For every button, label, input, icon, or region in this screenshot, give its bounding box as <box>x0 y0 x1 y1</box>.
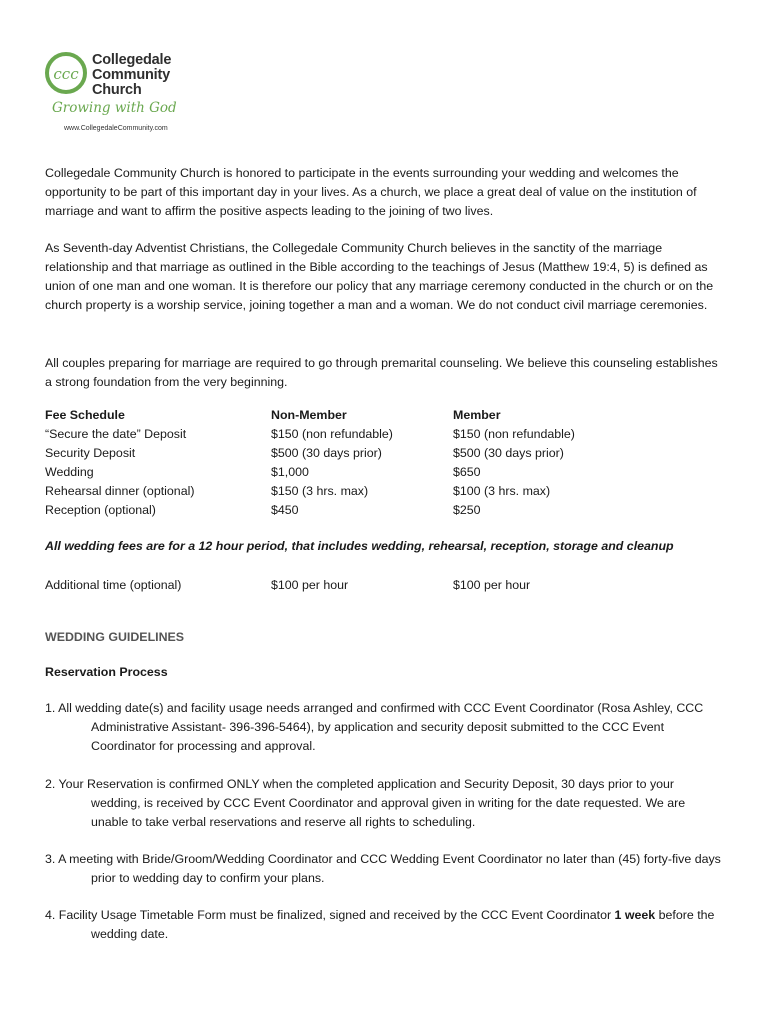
fee-header-non-member: Non-Member <box>271 408 347 422</box>
fee-item: “Secure the date” Deposit <box>45 427 187 441</box>
church-logo <box>44 50 234 140</box>
fee-header-schedule: Fee Schedule <box>45 408 125 422</box>
fee-member: $500 (30 days prior) <box>453 446 564 460</box>
subsection-title: Reservation Process <box>45 665 168 679</box>
table-row <box>45 444 725 463</box>
step4-text-before: 4. Facility Usage Timetable Form must be finalized, signed and received by the CCC Event Coordinator <box>45 908 615 922</box>
fee-schedule-table <box>45 406 725 520</box>
fee-member: $100 per hour <box>453 578 531 592</box>
fee-item: Wedding <box>45 465 94 479</box>
logo-emblem-icon <box>44 50 90 100</box>
svg-text:ccc: ccc <box>53 65 79 83</box>
fee-member: $250 <box>453 503 481 517</box>
fee-item: Rehearsal dinner (optional) <box>45 484 195 498</box>
fee-item: Additional time (optional) <box>45 578 182 592</box>
fee-non-member: $150 (3 hrs. max) <box>271 484 369 498</box>
section-title: WEDDING GUIDELINES <box>45 630 185 644</box>
fee-non-member: $500 (30 days prior) <box>271 446 382 460</box>
list-item: 2. Your Reservation is confirmed ONLY when the completed application and Security Deposit, 30 days prior to your wedding, is received by CCC Event Coordinator and approval given in writing for the date requested. We are unable to take verbal reservations and reserve all rights to scheduling. <box>45 777 686 829</box>
step4-emphasis: 1 week <box>614 908 656 922</box>
fees-note: All wedding fees are for a 12 hour period, that includes wedding, rehearsal, reception, storage and cleanup <box>45 539 674 553</box>
fee-non-member: $1,000 <box>271 465 309 479</box>
list-item <box>45 906 725 944</box>
list-item: 3. A meeting with Bride/Groom/Wedding Coordinator and CCC Wedding Event Coordinator no later than (45) forty-five days prior to wedding day to confirm your plans. <box>45 852 721 885</box>
intro-paragraph-3: All couples preparing for marriage are required to go through premarital counseling. We believe this counseling establishes a strong foundation from the very beginning. <box>45 356 718 389</box>
fee-member: $100 (3 hrs. max) <box>453 484 551 498</box>
step4-text-after: before the wedding date. <box>91 908 715 941</box>
additional-time-row <box>45 576 713 595</box>
fee-item: Security Deposit <box>45 446 136 460</box>
logo-tagline: Growing with God <box>52 100 177 116</box>
table-row <box>45 425 725 444</box>
fee-header-row <box>45 406 725 425</box>
logo-name-line2: Community <box>92 67 170 83</box>
intro-paragraph-1: Collegedale Community Church is honored to participate in the events surrounding your wedding and welcomes the opportunity to be part of this important day in your lives. As a church, we place a great deal of value on the institution of marriage and want to affirm the positive aspects leading to the joining of two lives. <box>45 166 697 218</box>
fee-non-member: $150 (non refundable) <box>271 427 393 441</box>
intro-paragraph-2: As Seventh-day Adventist Christians, the Collegedale Community Church believes in the sanctity of the marriage relationship and that marriage as outlined in the Bible according to the teachings of Jesus (Matthew 19:4, 5) is defined as union of one man and one woman. It is therefore our policy that any marriage ceremony conducted in the church or on the church property is a worship service, joining together a man and a woman. We do not conduct civil marriage ceremonies. <box>45 241 714 312</box>
fee-item: Reception (optional) <box>45 503 156 517</box>
website-url: www.CollegedaleCommunity.com <box>64 125 168 132</box>
fee-non-member: $450 <box>271 503 299 517</box>
fee-member: $650 <box>453 465 481 479</box>
fee-header-member: Member <box>453 408 501 422</box>
logo-org-name <box>92 53 232 98</box>
logo-name-line1: Collegedale <box>92 52 172 68</box>
fee-member: $150 (non refundable) <box>453 427 575 441</box>
logo-name-line3: Church <box>92 82 142 98</box>
table-row <box>45 463 725 482</box>
fee-non-member: $100 per hour <box>271 578 349 592</box>
list-item: 1. All wedding date(s) and facility usage needs arranged and confirmed with CCC Event Coordinator (Rosa Ashley, CCC Administrative Assistant- 396-396-5464), by application and security deposit submitted to the CCC Event Coordinator for processing and approval. <box>45 701 704 753</box>
table-row <box>45 501 725 520</box>
table-row <box>45 482 725 501</box>
